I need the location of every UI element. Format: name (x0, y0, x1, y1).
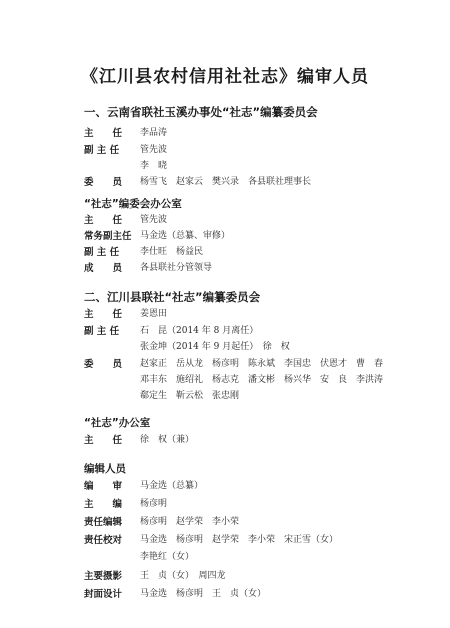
value-weiyuan: 杨雪飞 赵家云 樊兴录 各县联社理事长 (140, 177, 312, 187)
section-heading-office: “社志”编委会办公室 (84, 198, 182, 210)
page-title: 《江川县农村信用社社志》编审人员 (81, 67, 369, 87)
value-sec2-zhuren: 姜恩田 (140, 309, 168, 319)
value-zeren-jiaodui-2: 李艳红（女） (140, 552, 195, 562)
value-sec2-weiyuan-1: 赵家正 岳从龙 杨彦明 陈永斌 李国忠 伏恩才 曹 春 (140, 359, 384, 369)
value-fuzhuren-1: 管先波 (140, 145, 168, 155)
label-sec2-fuzhuren: 副 主 任 (84, 326, 120, 337)
value-chengyuan: 各县联社分管领导 (140, 263, 213, 273)
label-changwu: 常务副主任 (84, 231, 132, 242)
section-heading-editors: 编辑人员 (84, 463, 126, 475)
value-fuzhuren-2: 李 晓 (140, 161, 168, 171)
value-zeren-jiaodui-1: 马金选 杨彦明 赵学荣 李小荣 宋正雪（女） (140, 535, 339, 545)
value-zeren-bianji: 杨彦明 赵学荣 李小荣 (140, 517, 240, 527)
label-zhubian: 主 编 (84, 499, 123, 510)
value-office-zhuren: 管先波 (140, 215, 168, 225)
label-fengmian: 封面设计 (84, 589, 123, 600)
section-heading-yunnan: 一、云南省联社玉溪办事处“社志”编纂委员会 (84, 105, 318, 119)
value-zhubian: 杨彦明 (140, 499, 168, 509)
value-zhuren: 李品涛 (140, 128, 168, 138)
value-bianshen: 马金选（总纂） (140, 481, 204, 491)
label-zhuyao-sheying: 主要摄影 (84, 571, 123, 582)
label-zhuren: 主 任 (84, 128, 123, 139)
value-zhuyao-sheying: 王 贞（女） 周四龙 (140, 571, 226, 581)
value-sec2-fuzhuren-1: 石 昆（2014 年 8 月离任） (140, 326, 259, 336)
value-office2-zhuren: 徐 权（兼） (140, 435, 195, 445)
value-sec2-weiyuan-3: 郗定生 靳云松 张忠刚 (140, 391, 240, 401)
label-bianshen: 编 审 (84, 481, 123, 492)
label-sec2-zhuren: 主 任 (84, 309, 123, 320)
value-changwu: 马金选（总纂、审修） (140, 231, 231, 241)
label-office-zhuren: 主 任 (84, 215, 123, 226)
label-weiyuan: 委 员 (84, 177, 123, 188)
label-sec2-weiyuan: 委 员 (84, 359, 123, 370)
label-zeren-jiaodui: 责任校对 (84, 535, 123, 546)
value-office-fuzhuren: 李仕旺 杨益民 (140, 247, 204, 257)
label-office-fuzhuren: 副 主 任 (84, 247, 120, 258)
value-fengmian: 马金选 杨彦明 王 贞（女） (140, 589, 267, 599)
section-heading-jiangchuan: 二、江川县联社“社志”编纂委员会 (84, 290, 261, 304)
value-sec2-weiyuan-2: 邓丰东 施绍礼 杨志克 潘文彬 杨兴华 安 良 李洪涛 (140, 375, 384, 385)
label-zeren-bianji: 责任编辑 (84, 517, 123, 528)
label-fuzhuren: 副 主 任 (84, 145, 120, 156)
value-sec2-fuzhuren-2: 张金坤（2014 年 9 月起任） 徐 权 (140, 342, 290, 352)
section-heading-office2: “社志”办公室 (84, 417, 151, 429)
label-chengyuan: 成 员 (84, 263, 123, 274)
label-office2-zhuren: 主 任 (84, 435, 123, 446)
